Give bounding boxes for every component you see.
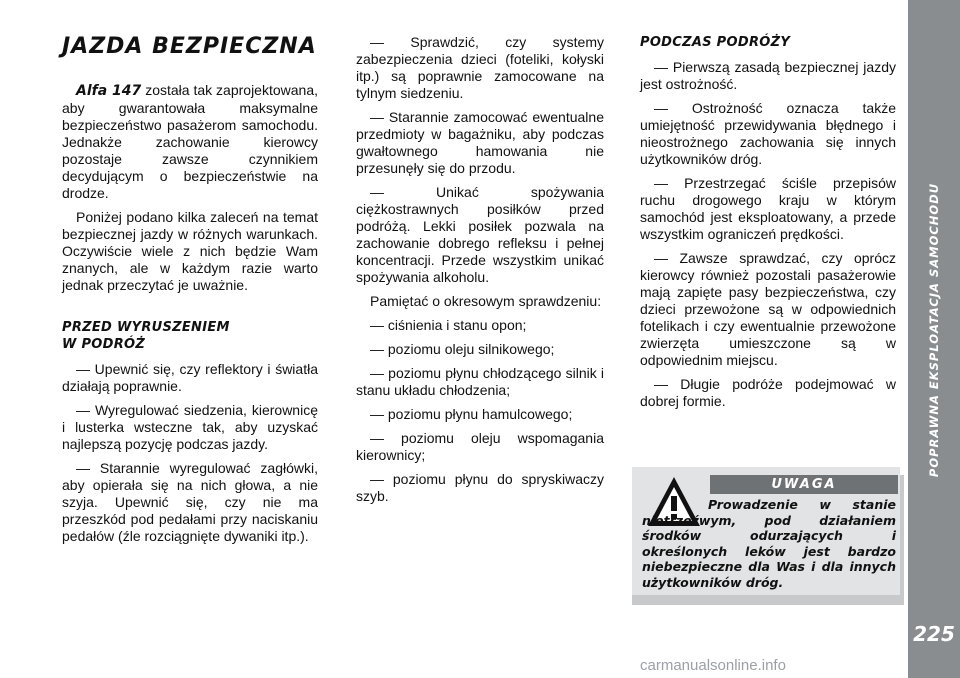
list-item: — Starannie wyregulować zagłówki, aby opierała się na nich głowa, a nie szyja. Upewnić się, czy nie ma przeszkód pod pedałami przy naciskaniu pedałów (źle rozciągnięte dywaniki itp.).: [62, 460, 318, 544]
intro-text: została tak zaprojektowana, aby gwarantowała maksymalne bezpieczeństwo pasażerom samochodu. Jednakże zachowanie kierowcy pozostaje zawsze czynnikiem decydującym o bezpieczeństwie na drodze.: [62, 82, 318, 201]
list-item: — Unikać spożywania ciężkostrawnych posiłków przed podróżą. Lekki posiłek pozwala na zachowanie dobrego refleksu i pełnej koncentracji. Przede wszystkim unikać spożywania alkoholu.: [356, 184, 604, 285]
list-item: — Starannie zamocować ewentualne przedmioty w bagażniku, aby podczas gwałtownego hamowania nie przesunęły się do przodu.: [356, 109, 604, 176]
intro-paragraph-2: Poniżej podano kilka zaleceń na temat bezpiecznej jazdy w różnych warunkach. Oczywiście wiele z nich będzie Wam znanych, ale w każdym razie warto jednak przeczytać je uważnie.: [62, 209, 318, 293]
chapter-title: POPRAWNA EKSPLOATACJA SAMOCHODU: [927, 182, 941, 478]
list-item: — Pierwszą zasadą bezpiecznej jazdy jest ostrożność.: [640, 59, 896, 92]
warning-label: UWAGA: [710, 475, 898, 494]
warning-text: Prowadzenie w stanie nietrzeźwym, pod działaniem środków odurzających i określonych leków jest bardzo niebezpieczne dla Was i dla innych użytkowników dróg.: [642, 497, 896, 590]
column-right: [640, 34, 896, 417]
list-item: — poziomu płynu do spryskiwaczy szyb.: [356, 471, 604, 504]
list-item: — Ostrożność oznacza także umiejętność przewidywania błędnego i nieostrożnego zachowania się innych użytkowników dróg.: [640, 100, 896, 167]
list-item: — Upewnić się, czy reflektory i światła działają poprawnie.: [62, 361, 318, 394]
list-item: — Sprawdzić, czy systemy zabezpieczenia dzieci (foteliki, kołyski itp.) są poprawnie zamocowane na tylnym siedzeniu.: [356, 34, 604, 101]
page-number: 225: [913, 622, 955, 646]
page-title: JAZDA BEZPIECZNA: [62, 34, 317, 59]
watermark: carmanualsonline.info: [640, 657, 786, 674]
list-item: — poziomu oleju silnikowego;: [370, 341, 555, 357]
list-item: — Wyregulować siedzenia, kierownicę i lusterka wsteczne tak, aby uzyskać najlepszą pozycję podczas jazdy.: [62, 402, 318, 452]
list-item: — Przestrzegać ściśle przepisów ruchu drogowego kraju w którym samochód jest eksploatowany, a przede wszystkim ograniczeń prędkości.: [640, 175, 896, 242]
column-middle: [356, 34, 604, 512]
section-heading-before-trip: PRZED WYRUSZENIEM W PODRÓŻ: [62, 320, 230, 352]
list-item: — Długie podróże podejmować w dobrej formie.: [640, 376, 896, 409]
brand-name: Alfa 147: [76, 83, 142, 99]
list-item: — poziomu płynu hamulcowego;: [370, 406, 573, 422]
list-item: — poziomu płynu chłodzącego silnik i stanu układu chłodzenia;: [356, 365, 604, 398]
list-item: — poziomu oleju wspomagania kierownicy;: [356, 430, 604, 463]
intro-paragraph: [62, 82, 318, 202]
list-item: — Zawsze sprawdzać, czy oprócz kierowcy również pozostali pasażerowie mają zapięte pasy bezpieczeństwa, czy dzieci przewożone są w odpowiednich fotelikach i czy ewentualnie przewożone zwierzęta umieszczone są w odpowiednim miejscu.: [640, 250, 896, 368]
list-item: — ciśnienia i stanu opon;: [370, 317, 527, 333]
column-left: [62, 34, 318, 552]
list-item: Pamiętać o okresowym sprawdzeniu:: [370, 293, 602, 309]
section-heading-during-trip: PODCZAS PODRÓŻY: [640, 35, 791, 50]
